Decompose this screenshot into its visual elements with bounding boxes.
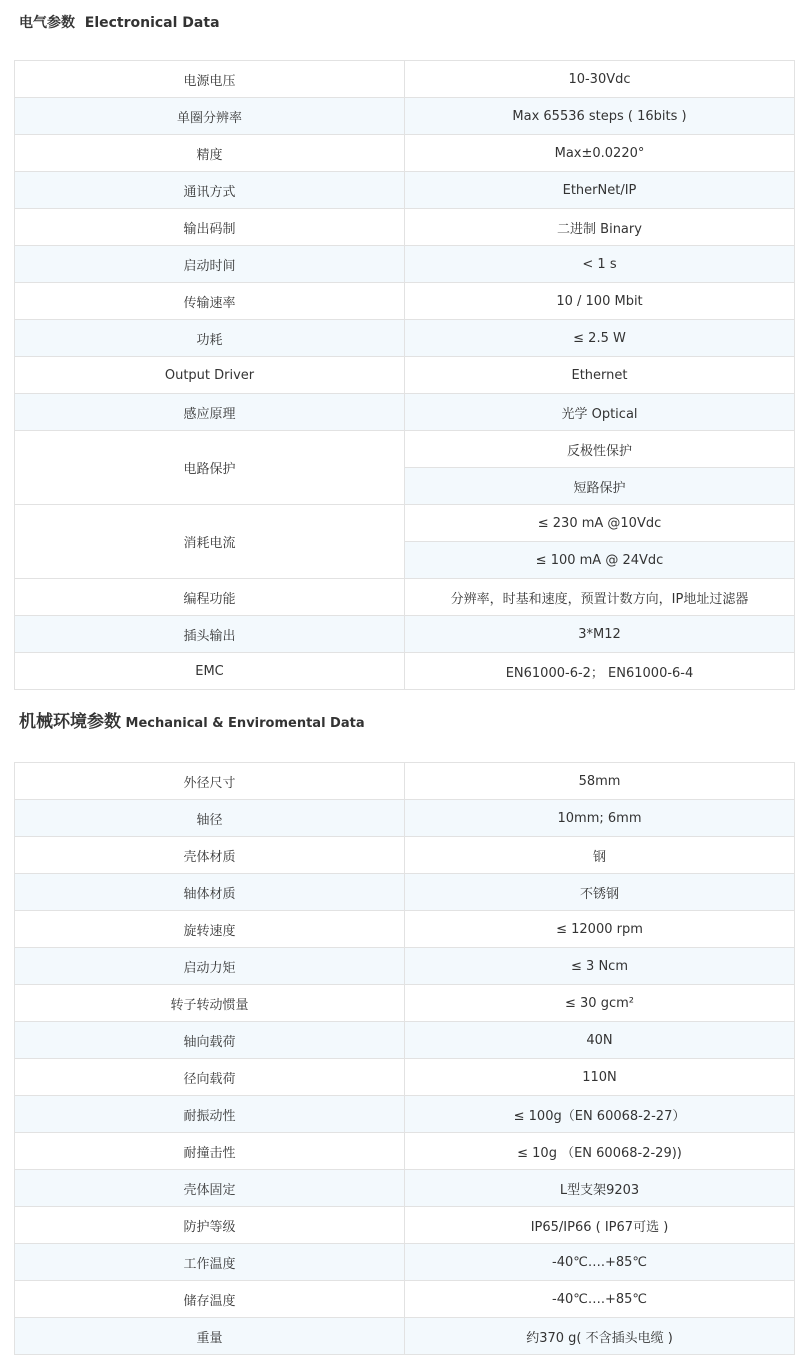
spec-value: 40N xyxy=(405,1022,795,1059)
table-row xyxy=(15,948,795,985)
spec-value: ≤ 2.5 W xyxy=(405,320,795,357)
spec-label: 防护等级 xyxy=(15,1207,405,1244)
table-row xyxy=(15,1133,795,1170)
table-row xyxy=(15,800,795,837)
spec-label: 电源电压 xyxy=(15,61,405,98)
spec-label: 轴体材质 xyxy=(15,874,405,911)
spec-label: 单圈分辨率 xyxy=(15,98,405,135)
table-row xyxy=(15,653,795,690)
table-row xyxy=(15,1096,795,1133)
table-row xyxy=(15,837,795,874)
spec-value: ≤ 10g （EN 60068-2-29)) xyxy=(405,1133,795,1170)
table-row xyxy=(15,1244,795,1281)
spec-label: 功耗 xyxy=(15,320,405,357)
spec-value: 58mm xyxy=(405,763,795,800)
spec-label: 轴向载荷 xyxy=(15,1022,405,1059)
table-row xyxy=(15,1059,795,1096)
spec-value: 不锈钢 xyxy=(405,874,795,911)
mechanical-title-zh: 机械环境参数 xyxy=(19,712,121,732)
table-row xyxy=(15,1170,795,1207)
spec-value: 反极性保护 xyxy=(405,431,795,468)
spec-value: -40℃….+85℃ xyxy=(405,1281,795,1318)
spec-label: 插头输出 xyxy=(15,616,405,653)
spec-label: 外径尺寸 xyxy=(15,763,405,800)
spec-value: L型支架9203 xyxy=(405,1170,795,1207)
spec-value: 光学 Optical xyxy=(405,394,795,431)
spec-label: 感应原理 xyxy=(15,394,405,431)
mechanical-section-title xyxy=(19,710,365,736)
spec-value: ≤ 100g（EN 60068-2-27） xyxy=(405,1096,795,1133)
spec-value: ≤ 100 mA @ 24Vdc xyxy=(405,542,795,579)
spec-label: 精度 xyxy=(15,135,405,172)
table-row xyxy=(15,246,795,283)
table-row xyxy=(15,135,795,172)
spec-value: ≤ 230 mA @10Vdc xyxy=(405,505,795,542)
table-row xyxy=(15,616,795,653)
spec-label: 径向载荷 xyxy=(15,1059,405,1096)
spec-value: ≤ 30 gcm² xyxy=(405,985,795,1022)
table-row xyxy=(15,1318,795,1355)
table-row xyxy=(15,874,795,911)
spec-label: 输出码制 xyxy=(15,209,405,246)
table-row xyxy=(15,61,795,98)
spec-label: 传输速率 xyxy=(15,283,405,320)
table-row xyxy=(15,172,795,209)
spec-value: -40℃….+85℃ xyxy=(405,1244,795,1281)
spec-value: 分辨率，时基和速度，预置计数方向，IP地址过滤器 xyxy=(405,579,795,616)
spec-label: 启动时间 xyxy=(15,246,405,283)
table-row xyxy=(15,985,795,1022)
table-row xyxy=(15,505,795,542)
spec-label: 壳体固定 xyxy=(15,1170,405,1207)
spec-value: Ethernet xyxy=(405,357,795,394)
spec-value: 10mm; 6mm xyxy=(405,800,795,837)
spec-value: EN61000-6-2； EN61000-6-4 xyxy=(405,653,795,690)
spec-label: 耐撞击性 xyxy=(15,1133,405,1170)
spec-value: 10 / 100 Mbit xyxy=(405,283,795,320)
table-row xyxy=(15,763,795,800)
table-row xyxy=(15,911,795,948)
spec-label: 重量 xyxy=(15,1318,405,1355)
table-row xyxy=(15,357,795,394)
spec-value: ≤ 3 Ncm xyxy=(405,948,795,985)
spec-value: 3*M12 xyxy=(405,616,795,653)
spec-label: 转子转动惯量 xyxy=(15,985,405,1022)
spec-label: 壳体材质 xyxy=(15,837,405,874)
spec-label: 电路保护 xyxy=(15,431,405,505)
table-row xyxy=(15,1022,795,1059)
spec-value: 约370 g( 不含插头电缆 ) xyxy=(405,1318,795,1355)
electrical-title-en: Electronical Data xyxy=(84,15,220,31)
table-row xyxy=(15,98,795,135)
spec-label: Output Driver xyxy=(15,357,405,394)
spec-value: 短路保护 xyxy=(405,468,795,505)
table-row xyxy=(15,579,795,616)
electrical-section-title xyxy=(19,12,220,34)
spec-value: 110N xyxy=(405,1059,795,1096)
spec-label: 消耗电流 xyxy=(15,505,405,579)
spec-label: 通讯方式 xyxy=(15,172,405,209)
spec-value: 10-30Vdc xyxy=(405,61,795,98)
table-row xyxy=(15,1281,795,1318)
spec-value: Max±0.0220° xyxy=(405,135,795,172)
table-row xyxy=(15,394,795,431)
table-row xyxy=(15,431,795,468)
spec-label: 轴径 xyxy=(15,800,405,837)
mechanical-title-en: Mechanical & Enviromental Data xyxy=(125,716,365,731)
table-row xyxy=(15,320,795,357)
electrical-spec-table xyxy=(14,60,795,690)
spec-label: 编程功能 xyxy=(15,579,405,616)
table-row xyxy=(15,209,795,246)
spec-value: Max 65536 steps ( 16bits ) xyxy=(405,98,795,135)
spec-value: ≤ 12000 rpm xyxy=(405,911,795,948)
spec-value: EtherNet/IP xyxy=(405,172,795,209)
spec-value: IP65/IP66 ( IP67可选 ) xyxy=(405,1207,795,1244)
mechanical-spec-table xyxy=(14,762,795,1355)
electrical-title-zh: 电气参数 xyxy=(19,15,75,31)
spec-label: 启动力矩 xyxy=(15,948,405,985)
table-row xyxy=(15,283,795,320)
table-row xyxy=(15,1207,795,1244)
spec-label: 工作温度 xyxy=(15,1244,405,1281)
spec-value: 钢 xyxy=(405,837,795,874)
spec-label: 储存温度 xyxy=(15,1281,405,1318)
spec-label: 旋转速度 xyxy=(15,911,405,948)
spec-label: EMC xyxy=(15,653,405,690)
spec-value: 二进制 Binary xyxy=(405,209,795,246)
spec-value: < 1 s xyxy=(405,246,795,283)
spec-label: 耐振动性 xyxy=(15,1096,405,1133)
